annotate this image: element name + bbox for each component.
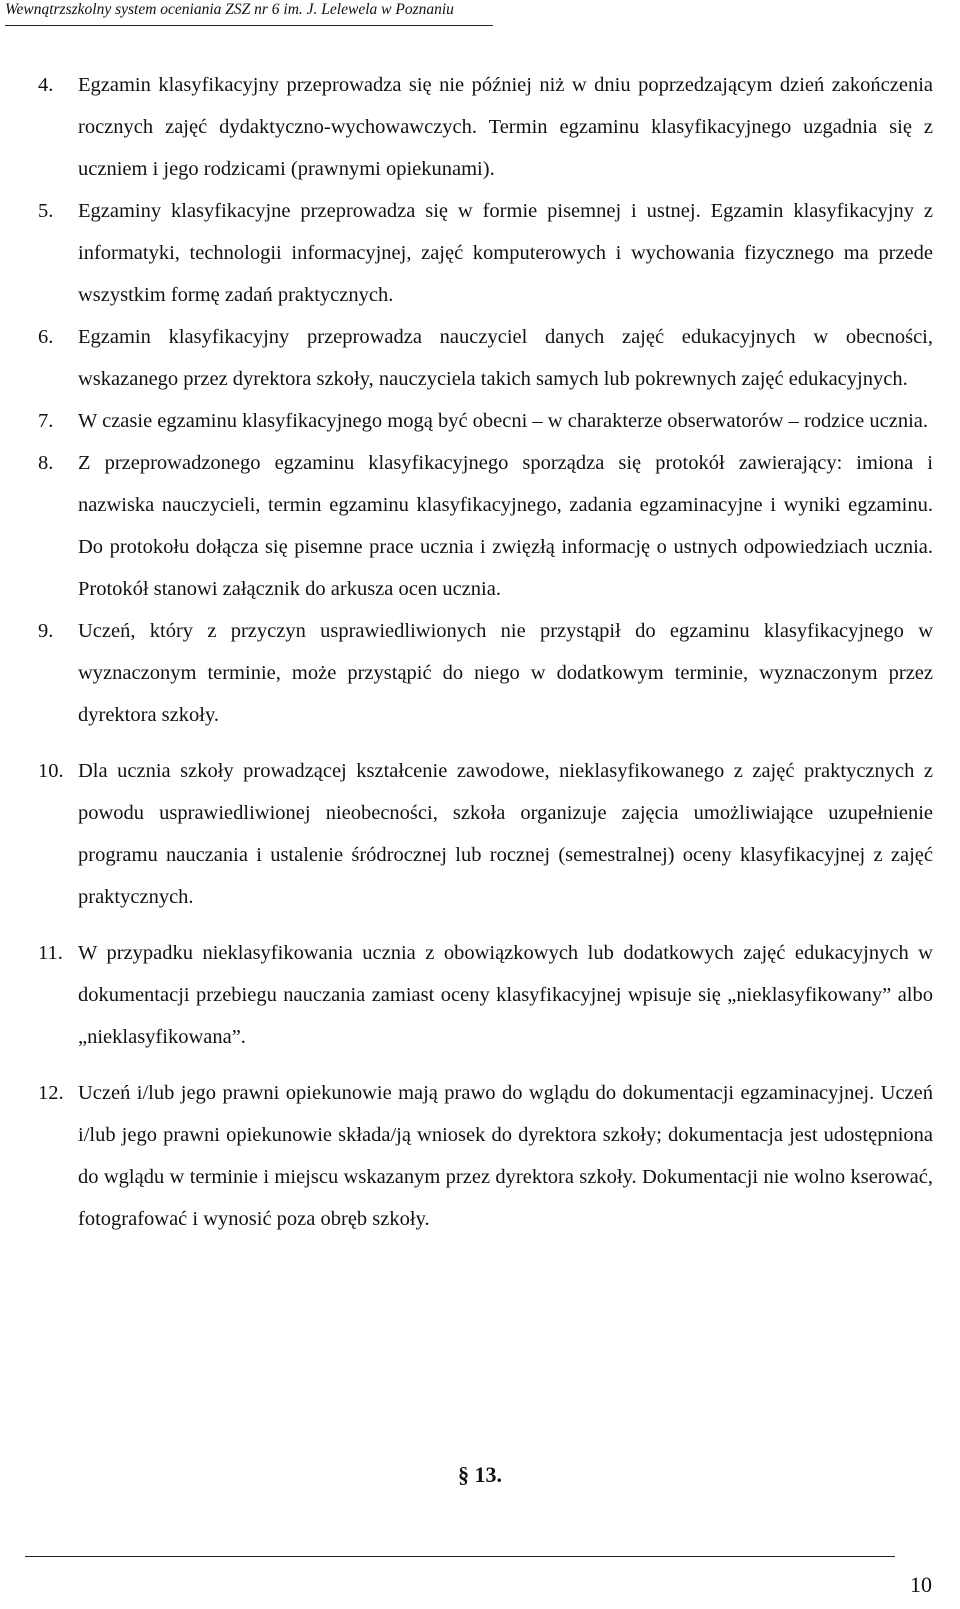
item-number: 12. — [38, 1082, 64, 1104]
item-text: Egzaminy klasyfikacyjne przeprowadza się w formie pisemnej i ustnej. Egzamin klasyfikacyjny z informatyki, technologii informacyjnej, zajęć komputerowych i wychowania fizycznego ma przede wszystkim formę zadań praktycznych. — [78, 200, 933, 306]
item-number: 7. — [38, 410, 54, 432]
footer-divider — [25, 1556, 895, 1557]
list-item — [38, 442, 933, 610]
item-number: 10. — [38, 760, 64, 782]
item-text: W czasie egzaminu klasyfikacyjnego mogą być obecni – w charakterze obserwatorów – rodzice ucznia. — [78, 410, 928, 432]
running-header — [5, 0, 493, 26]
list-item — [38, 64, 933, 190]
list-item — [38, 610, 933, 736]
item-number: 5. — [38, 200, 54, 222]
item-text: Uczeń i/lub jego prawni opiekunowie mają prawo do wglądu do dokumentacji egzaminacyjnej. Uczeń i/lub jego prawni opiekunowie składa/ją wniosek do dyrektora szkoły; dokumentacja jest udostępniona do wglądu w terminie i miejscu wskazanym przez dyrektora szkoły. Dokumentacji nie wolno kserować, fotografować i wynosić poza obręb szkoły. — [78, 1082, 933, 1230]
item-number: 8. — [38, 452, 54, 474]
section-heading — [0, 1462, 960, 1488]
item-number: 11. — [38, 942, 63, 964]
item-number: 6. — [38, 326, 54, 348]
item-number: 9. — [38, 620, 54, 642]
item-text: Egzamin klasyfikacyjny przeprowadza się nie później niż w dniu poprzedzającym dzień zakończenia rocznych zajęć dydaktyczno-wychowawczych. Termin egzaminu klasyfikacyjnego uzgadnia się z uczniem i jego rodzicami (prawnymi opiekunami). — [78, 74, 933, 180]
list-item — [38, 1072, 933, 1240]
page-number: 10 — [910, 1572, 932, 1597]
list-item — [38, 316, 933, 400]
item-text: Egzamin klasyfikacyjny przeprowadza nauczyciel danych zajęć edukacyjnych w obecności, wskazanego przez dyrektora szkoły, nauczyciela takich samych lub pokrewnych zajęć edukacyjnych. — [78, 326, 933, 390]
item-number: 4. — [38, 74, 54, 96]
list-item — [38, 400, 933, 442]
item-text: Z przeprowadzonego egzaminu klasyfikacyjnego sporządza się protokół zawierający: imiona i nazwiska nauczycieli, termin egzaminu klasyfikacyjnego, zadania egzaminacyjne i wyniki egzaminu. Do protokołu dołącza się pisemne prace ucznia i zwięzłą informację o ustnych odpowiedziach ucznia. Protokół stanowi załącznik do arkusza ocen ucznia. — [78, 452, 933, 600]
item-text: Uczeń, który z przyczyn usprawiedliwionych nie przystąpił do egzaminu klasyfikacyjnego w wyznaczonym terminie, może przystąpić do niego w dodatkowym terminie, wyznaczonym przez dyrektora szkoły. — [78, 620, 933, 726]
list-item — [38, 932, 933, 1058]
document-body — [38, 64, 933, 1240]
item-text: W przypadku nieklasyfikowania ucznia z obowiązkowych lub dodatkowych zajęć edukacyjnych w dokumentacji przebiegu nauczania zamiast oceny klasyfikacyjnej wpisuje się „nieklasyfikowany” albo „nieklasyfikowana”. — [78, 942, 933, 1048]
list-item — [38, 190, 933, 316]
section-heading-text: § 13. — [458, 1462, 502, 1487]
item-text: Dla ucznia szkoły prowadzącej kształcenie zawodowe, nieklasyfikowanego z zajęć praktycznych z powodu usprawiedliwionej nieobecności, szkoła organizuje zajęcia umożliwiające uzupełnienie programu nauczania i ustalenie śródrocznej lub rocznej (semestralnej) oceny klasyfikacyjnej z zajęć praktycznych. — [78, 760, 933, 908]
running-header-title: Wewnątrzszkolny system oceniania ZSZ nr 6 im. J. Lelewela w Poznaniu — [5, 1, 454, 18]
list-item — [38, 750, 933, 918]
